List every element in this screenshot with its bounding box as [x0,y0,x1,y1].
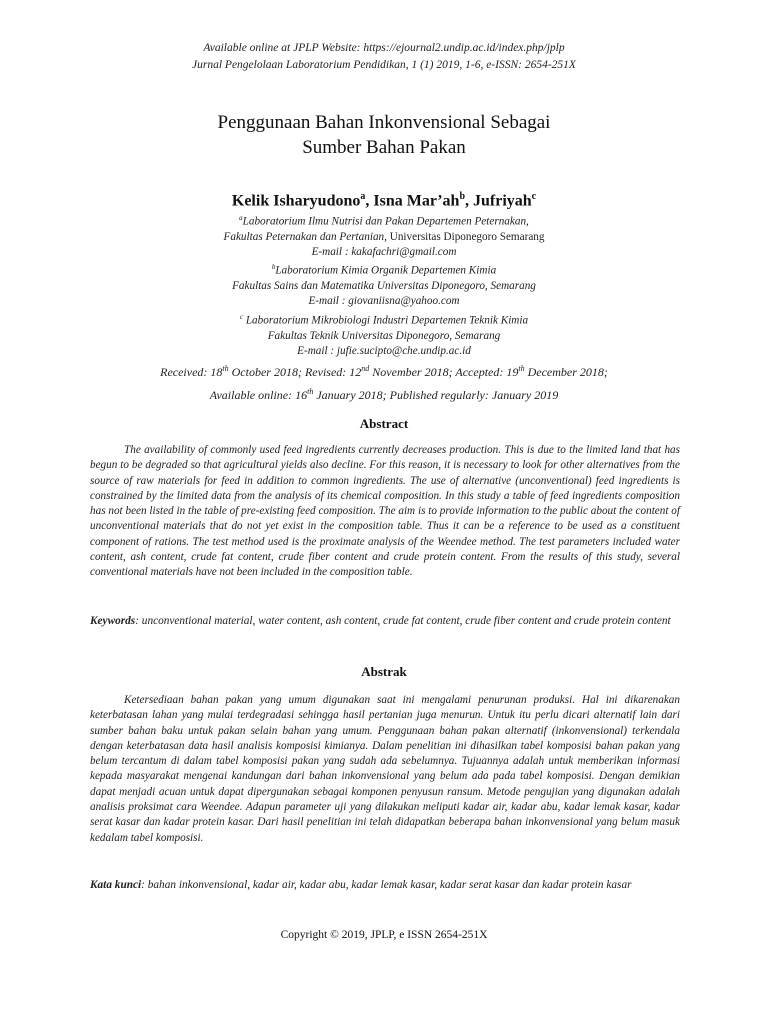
kata-kunci-text: : bahan inkonvensional, kadar air, kadar abu, kadar lemak kasar, kadar serat kasar dan kadar protein kasar [141,879,632,891]
affiliation-mark: c [239,312,244,321]
keywords [90,614,680,630]
abstrak-body: Ketersediaan bahan pakan yang umum digunakan saat ini mengalami penurunan produksi. Hal ini dikarenakan keterbatasan lahan yang mulai terdegradasi sehingga hasil pertanian juga menurun. Untuk itu perlu dicari alternatif lain dari sumber bahan baku untuk pakan selain bahan yang umum. Penggunaan bahan pakan alternatif (inkonvensional) terkendala dengan keterbatasan data hasil analisis komposisi kimianya. Dalam penelitian ini dihasilkan tabel komposisi bahan pakan yang belum tercantum di dalam tabel komposisi pakan yang sudah ada sebelumnya. Tujuannya adalah untuk memberikan informasi kepada masyarakat mengenai kandungan dari bahan inkonvensional yang belum ada pada tabel komposisi. Dengan demikian dapat menjadi acuan untuk dapat dipergunakan sebagai komponen penyusun ransum. Metode pengujian yang digunakan adalah analisis proksimat cara Weendee. Adapun parameter uji yang dilakukan meliputi kadar air, kadar abu, kadar lemak kasar, kadar serat kasar dan kadar protein kasar. Dari hasil penelitian ini telah didapatkan beberapa bahan inkonvensional yang belum masuk kedalam tabel komposisi. [90,694,680,844]
publication-dates-line: Available online: 16th January 2018; Published regularly: January 2019 [209,387,559,402]
affiliation-b-line-1: $^b$Laboratorium Kimia Organik Departemen Kimia [271,263,497,278]
keywords-text: : unconventional material, water content, ash content, crude fat content, crude fiber content and crude protein content [135,615,671,627]
author-affiliation-mark: a [360,191,366,202]
author-name: Jufriyah [473,192,532,210]
kata-kunci-label: Kata kunci [90,879,142,891]
abstrak-heading: Abstrak [361,664,407,679]
affiliation-a-line-1: $^a$Laboratorium Ilmu Nutrisi dan Pakan Departemen Peternakan, [239,214,529,228]
author-name: Kelik Isharyudono [231,192,361,210]
journal-citation-line: Jurnal Pengelolaan Laboratorium Pendidikan, 1 (1) 2019, 1-6, e-ISSN: 2654-251X [192,59,576,71]
copyright-footer: Copyright © 2019, JPLP, e ISSN 2654-251X [280,929,488,941]
kata-kunci [90,878,680,894]
article-dates [0,359,768,405]
affiliation-a-email: E-mail : kakafachri@gmail.com [311,246,457,259]
author-affiliation-mark: c [531,191,537,202]
affiliation-mark: b [271,263,276,272]
author-separator: , [465,192,473,210]
article-title [0,110,768,160]
affiliation-a-line-2: Fakultas Peternakan dan Pertanian, Universitas Diponegoro Semarang [223,230,545,243]
affiliation-b-line-2: Fakultas Sains dan Matematika Universitas Diponegoro, Semarang [232,280,536,293]
article-title-line-1: Penggunaan Bahan Inkonvensional Sebagai [217,112,551,133]
affiliation-mark: a [239,214,243,222]
affiliation-b-email: E-mail : giovaniisna@yahoo.com [308,295,460,308]
keywords-label: Keywords [90,615,136,627]
author-separator: , [365,192,374,210]
affiliation-c-line-2: Fakultas Teknik Universitas Diponegoro, Semarang [267,329,501,342]
author-affiliation-mark: b [459,191,465,202]
author-list [0,191,768,210]
article-title-line-2: Sumber Bahan Pakan [302,137,466,158]
affiliation-c-line-1: $^c$ Laboratorium Mikrobiologi Industri Departemen Teknik Kimia [239,312,529,327]
abstract-body: The availability of commonly used feed ingredients currently decreases production. This is due to the limited land that has begun to be degraded so that agricultural yields also decline. For this reason, it is necessary to look for other alternatives from the source of raw materials for feed in addition to common ingredients. The use of alternative (unconventional) feed ingredients is constrained by the limited data from the analysis of its chemical composition. In this study a table of feed ingredients composition has not been listed in the table of pre-existing feed composition. The aim is to provide information to the public about the content of unconventional materials that do not yet exist in the composition table. Thus it can be a reference to be used as a constituent component of rations. The test method used is the proximate analysis of the Weendee method. The test parameters included water content, ash content, crude fat content, crude fiber content and crude protein content. From the results of this study, several conventional materials have not been included in the composition table. [90,444,680,579]
review-dates-line: Received: 18th October 2018; Revised: 12nd November 2018; Accepted: 19th December 2018; [160,364,608,379]
journal-website-line: Available online at JPLP Website: https://ejournal2.undip.ac.id/index.php/jplp [203,42,565,54]
abstract-heading: Abstract [359,416,409,431]
journal-header [0,40,768,74]
author-name: Isna Mar’ah [373,192,460,210]
affiliation-c-email: E-mail : jufie.sucipto@che.undip.ac.id [297,344,471,357]
affiliations [0,211,768,359]
